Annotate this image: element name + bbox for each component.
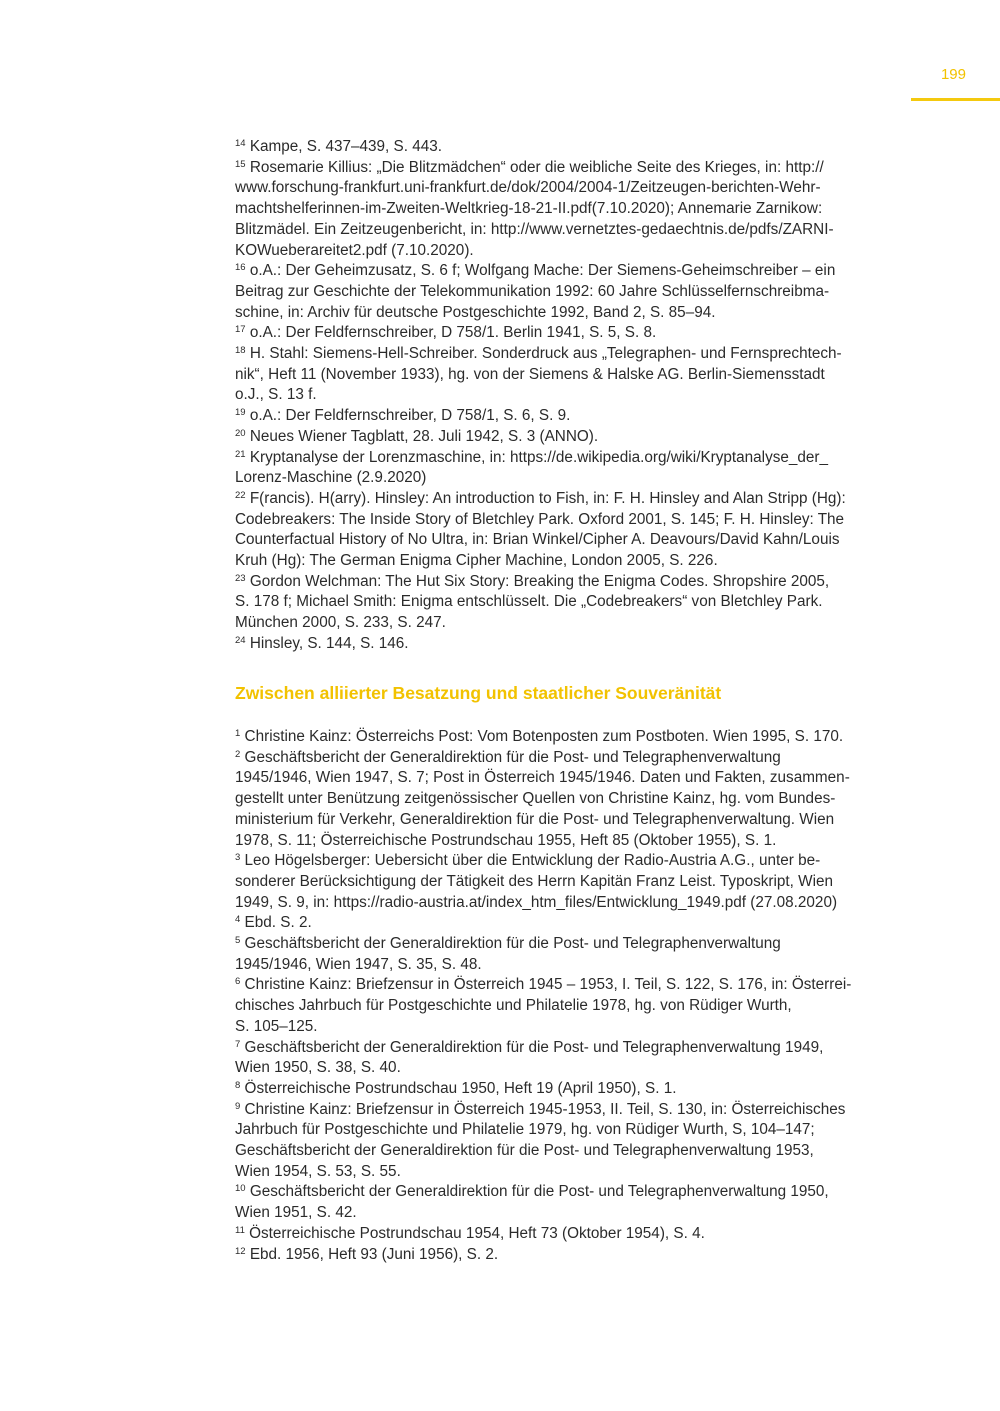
endnote-line [235, 1038, 915, 1059]
endnote-number: 5 [235, 935, 241, 947]
endnote-text: Gordon Welchman: The Hut Six Story: Breaking the Enigma Codes. Shropshire 2005, [249, 572, 830, 590]
endnote-line [235, 261, 915, 282]
endnote-number: 11 [235, 1224, 245, 1236]
endnote-text: gestellt unter Benützung zeitgenössischer Quellen von Christine Kainz, hg. vom Bundes- [235, 790, 836, 808]
endnote [235, 572, 915, 634]
endnote-line [235, 385, 915, 406]
endnote-line [235, 1203, 915, 1224]
endnote-text: o.J., S. 13 f. [235, 386, 317, 404]
endnote-text: Geschäftsbericht der Generaldirektion für die Post- und Telegraphenverwaltung 1953, [235, 1142, 814, 1160]
endnote-line [235, 634, 915, 655]
endnote-number: 9 [235, 1100, 241, 1112]
endnote-line [235, 448, 915, 469]
endnote [235, 748, 915, 852]
endnote-line [235, 592, 915, 613]
endnote-text: schine, in: Archiv für deutsche Postgeschichte 1992, Band 2, S. 85–94. [235, 303, 716, 321]
endnote-line [235, 1162, 915, 1183]
endnote-line [235, 241, 915, 262]
endnote-line [235, 831, 915, 852]
endnote-text: 1945/1946, Wien 1947, S. 7; Post in Österreich 1945/1946. Daten und Fakten, zusammen- [235, 769, 850, 787]
endnotes-part1 [235, 137, 915, 655]
endnote-line [235, 489, 915, 510]
endnote-text: 1945/1946, Wien 1947, S. 35, S. 48. [235, 955, 482, 973]
endnote-number: 7 [235, 1038, 241, 1050]
header-rule [911, 98, 1000, 101]
endnote-number: 20 [235, 427, 246, 439]
endnote-line [235, 1079, 915, 1100]
endnote-text: Ebd. S. 2. [244, 914, 312, 932]
endnote-line [235, 1141, 915, 1162]
endnote-text: Beitrag zur Geschichte der Telekommunikation 1992: 60 Jahre Schlüsselfernschreibma- [235, 282, 830, 300]
page-number: 199 [940, 66, 966, 83]
endnote-text: Kampe, S. 437–439, S. 443. [249, 138, 443, 155]
endnote-text: Christine Kainz: Österreichs Post: Vom Botenposten zum Postboten. Wien 1995, S. 170. [244, 728, 844, 745]
endnote [235, 427, 915, 448]
endnote-number: 4 [235, 914, 241, 926]
endnote-number: 6 [235, 976, 241, 988]
endnote [235, 1224, 915, 1245]
endnote-text: Geschäftsbericht der Generaldirektion für die Post- und Telegraphenverwaltung 1949, [244, 1038, 824, 1056]
endnote-number: 16 [235, 262, 246, 274]
endnote [235, 727, 915, 748]
endnote-line [235, 1245, 915, 1266]
endnote-text: Österreichische Postrundschau 1950, Heft 19 (April 1950), S. 1. [244, 1079, 677, 1097]
endnote [235, 975, 915, 1037]
endnote-number: 18 [235, 345, 246, 357]
endnote [235, 489, 915, 572]
endnote-line [235, 323, 915, 344]
endnotes-part2 [235, 727, 915, 1265]
endnote-line [235, 913, 915, 934]
endnote-number: 17 [235, 324, 246, 336]
endnote-text: Counterfactual History of No Ultra, in: Brian Winkel/Cipher A. Deavours/David Kahn/Louis [235, 531, 840, 549]
endnote [235, 344, 915, 406]
endnote-text: Wien 1954, S. 53, S. 55. [235, 1162, 401, 1180]
endnote-line [235, 727, 915, 748]
endnote-text: Neues Wiener Tagblatt, 28. Juli 1942, S. 3 (ANNO). [249, 427, 599, 445]
endnote-number: 12 [235, 1245, 246, 1257]
endnote-text: München 2000, S. 233, S. 247. [235, 614, 446, 632]
endnote-text: Ebd. 1956, Heft 93 (Juni 1956), S. 2. [249, 1245, 499, 1263]
endnote-line [235, 427, 915, 448]
endnote-text: KOWueberareitet2.pdf (7.10.2020). [235, 241, 474, 259]
endnote-text: o.A.: Der Feldfernschreiber, D 758/1. Berlin 1941, S. 5, S. 8. [249, 324, 657, 342]
endnote [235, 913, 915, 934]
endnote-line [235, 1017, 915, 1038]
endnote-text: Lorenz-Maschine (2.9.2020) [235, 469, 427, 487]
endnote-text: Rosemarie Killius: „Die Blitzmädchen“ oder die weibliche Seite des Krieges, in: http:// [249, 158, 824, 176]
endnote-line [235, 810, 915, 831]
endnote-line [235, 934, 915, 955]
endnote [235, 934, 915, 975]
endnote [235, 851, 915, 913]
endnote-line [235, 510, 915, 531]
endnote-text: S. 178 f; Michael Smith: Enigma entschlüsselt. Die „Codebreakers“ von Bletchley Park. [235, 593, 823, 611]
endnote-line [235, 303, 915, 324]
endnote-text: Kryptanalyse der Lorenzmaschine, in: https://de.wikipedia.org/wiki/Kryptanalyse_der_ [249, 448, 829, 466]
endnote-text: F(rancis). H(arry). Hinsley: An introduction to Fish, in: F. H. Hinsley and Alan Stripp (Hg): [249, 489, 846, 507]
endnote-line [235, 282, 915, 303]
endnote-text: o.A.: Der Geheimzusatz, S. 6 f; Wolfgang Mache: Der Siemens-Geheimschreiber – ein [249, 262, 836, 280]
endnote-text: Geschäftsbericht der Generaldirektion für die Post- und Telegraphenverwaltung 1950, [249, 1183, 829, 1201]
endnote-line [235, 220, 915, 241]
endnote-text: Blitzmädel. Ein Zeitzeugenbericht, in: http://www.vernetztes-gedaechtnis.de/pdfs/ZARNI- [235, 220, 834, 238]
endnote [235, 406, 915, 427]
endnote-line [235, 955, 915, 976]
endnote-line [235, 1120, 915, 1141]
endnote-line [235, 468, 915, 489]
endnote [235, 158, 915, 262]
endnote-text: Christine Kainz: Briefzensur in Österreich 1945-1953, II. Teil, S. 130, in: Österreichisches [244, 1100, 846, 1118]
endnote-text: machtshelferinnen-im-Zweiten-Weltkrieg-18-21-II.pdf(7.10.2020); Annemarie Zarnikow: [235, 200, 823, 218]
endnote-line [235, 975, 915, 996]
endnote [235, 323, 915, 344]
endnote-text: Kruh (Hg): The German Enigma Cipher Machine, London 2005, S. 226. [235, 552, 718, 570]
endnote-text: sonderer Berücksichtigung der Tätigkeit des Herrn Kapitän Franz Leist. Typoskript, Wien [235, 872, 833, 890]
endnote [235, 448, 915, 489]
endnote-line [235, 768, 915, 789]
section-heading: Zwischen alliierter Besatzung und staatlicher Souveränität [235, 683, 722, 703]
endnote [235, 1245, 915, 1266]
endnote-number: 3 [235, 852, 241, 864]
endnote-text: 1978, S. 11; Österreichische Postrundschau 1955, Heft 85 (Oktober 1955), S. 1. [235, 831, 777, 849]
endnote-text: Leo Högelsberger: Uebersicht über die Entwicklung der Radio-Austria A.G., unter be- [244, 852, 821, 870]
endnote-line [235, 406, 915, 427]
endnote-number: 15 [235, 158, 246, 170]
endnote-line [235, 158, 915, 179]
endnote-text: chisches Jahrbuch für Postgeschichte und Philatelie 1978, hg. von Rüdiger Wurth, [235, 997, 792, 1015]
endnote-line [235, 1058, 915, 1079]
endnote-line [235, 344, 915, 365]
endnote [235, 1038, 915, 1079]
endnote-text: Jahrbuch für Postgeschichte und Philatelie 1979, hg. von Rüdiger Wurth, S, 104–147; [235, 1121, 815, 1139]
endnote [235, 137, 915, 158]
endnote-text: H. Stahl: Siemens-Hell-Schreiber. Sonderdruck aus „Telegraphen- und Fernsprechtech- [249, 345, 842, 363]
endnote-text: ministerium für Verkehr, Generaldirektion für die Post- und Telegraphenverwaltung. Wien [235, 810, 835, 828]
endnote-text: Wien 1950, S. 38, S. 40. [235, 1059, 401, 1077]
endnote-line [235, 996, 915, 1017]
endnote-line [235, 572, 915, 593]
endnote-number: 21 [235, 448, 246, 460]
endnote-line [235, 613, 915, 634]
endnote-line [235, 893, 915, 914]
endnote-line [235, 199, 915, 220]
endnote [235, 1079, 915, 1100]
endnote-line [235, 748, 915, 769]
endnote-line [235, 1182, 915, 1203]
endnote-number: 23 [235, 572, 246, 584]
endnote-text: Codebreakers: The Inside Story of Bletchley Park. Oxford 2001, S. 145; F. H. Hinsley: The [235, 510, 845, 528]
endnote-line [235, 365, 915, 386]
endnote-number: 14 [235, 138, 246, 149]
endnote-text: Österreichische Postrundschau 1954, Heft 73 (Oktober 1954), S. 4. [249, 1224, 705, 1242]
endnote-line [235, 872, 915, 893]
endnote-text: nik“, Heft 11 (November 1933), hg. von der Siemens & Halske AG. Berlin-Siemensstadt [235, 365, 825, 383]
endnote-number: 24 [235, 634, 246, 646]
endnote-text: Geschäftsbericht der Generaldirektion für die Post- und Telegraphenverwaltung [244, 748, 781, 766]
endnote-line [235, 137, 915, 158]
endnote [235, 1182, 915, 1223]
endnote [235, 634, 915, 655]
endnote-line [235, 530, 915, 551]
endnote-text: Christine Kainz: Briefzensur in Österreich 1945 – 1953, I. Teil, S. 122, S. 176, in: Österrei- [244, 976, 852, 994]
endnote-text: 1949, S. 9, in: https://radio-austria.at/index_htm_files/Entwicklung_1949.pdf (27.08.2020) [235, 893, 838, 911]
endnote-line [235, 789, 915, 810]
endnote-number: 2 [235, 748, 241, 760]
endnote-text: Wien 1951, S. 42. [235, 1204, 357, 1222]
endnote-line [235, 1224, 915, 1245]
endnote-number: 10 [235, 1183, 246, 1195]
endnote-line [235, 851, 915, 872]
endnote [235, 261, 915, 323]
endnote-text: Geschäftsbericht der Generaldirektion für die Post- und Telegraphenverwaltung [244, 935, 781, 953]
endnote-text: S. 105–125. [235, 1017, 318, 1035]
endnote-number: 22 [235, 489, 246, 501]
endnote-text: www.forschung-frankfurt.uni-frankfurt.de/dok/2004/2004-1/Zeitzeugen-berichten-Wehr- [235, 179, 821, 197]
endnote-number: 1 [235, 728, 241, 739]
endnote-number: 19 [235, 407, 246, 419]
endnote-number: 8 [235, 1079, 241, 1091]
endnote-line [235, 178, 915, 199]
endnote-text: o.A.: Der Feldfernschreiber, D 758/1, S. 6, S. 9. [249, 407, 571, 425]
endnote [235, 1100, 915, 1183]
endnote-line [235, 1100, 915, 1121]
endnote-text: Hinsley, S. 144, S. 146. [249, 634, 409, 652]
endnote-line [235, 551, 915, 572]
